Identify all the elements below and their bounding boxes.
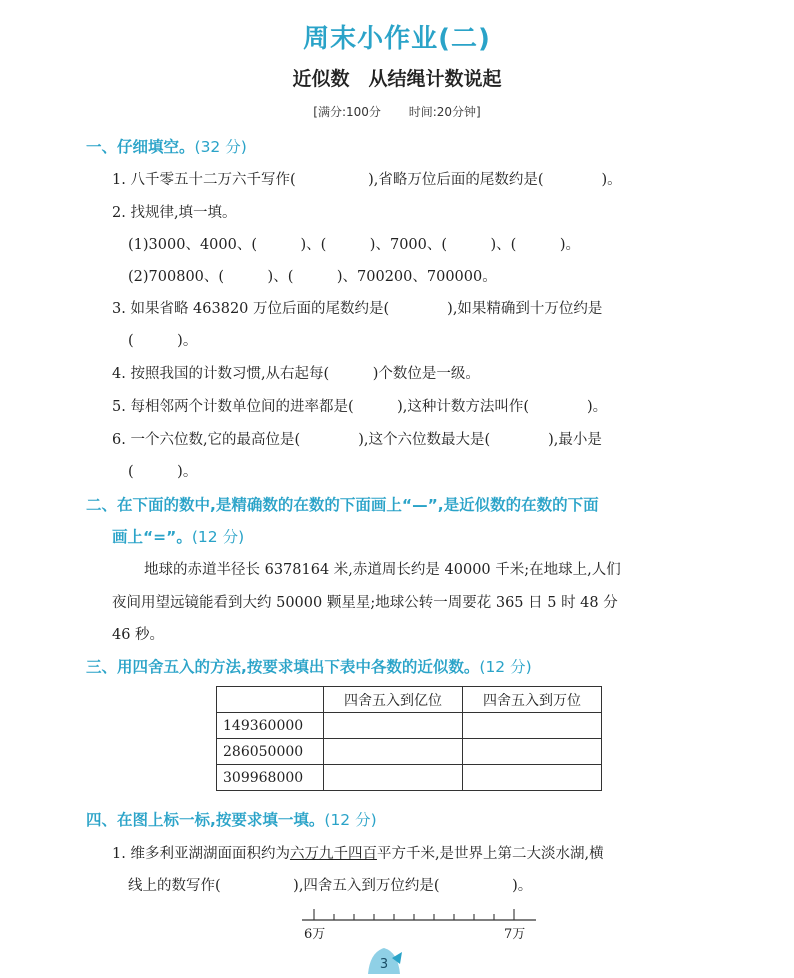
section-2-paragraph-line-2: 夜间用望远镜能看到大约 50000 颗星星;地球公转一周要花 365 日 5 时 48 分 xyxy=(112,595,618,611)
rounding-table xyxy=(216,686,602,791)
scale-right-label: 7万 xyxy=(504,927,526,942)
score-time-info xyxy=(0,103,794,120)
page-title: 周末小作业(二) xyxy=(303,24,491,54)
page-subtitle: 近似数 从结绳计数说起 xyxy=(292,68,502,90)
table-cell-answer[interactable] xyxy=(324,713,463,739)
full-score: [满分:100分 xyxy=(313,105,381,119)
number-line-svg xyxy=(300,905,540,943)
question-1-3-cont: ( )。 xyxy=(128,333,198,349)
section-4-heading: 四、在图上标一标,按要求填一填。(12 分) xyxy=(86,811,377,829)
table-header-cell: 四舍五入到亿位 xyxy=(324,687,463,713)
table-cell-number: 286050000 xyxy=(217,739,324,765)
scale-left-label: 6万 xyxy=(304,927,326,942)
section-1-heading: 一、仔细填空。(32 分) xyxy=(86,138,247,156)
question-1-2-1: (1)3000、4000、( )、( )、7000、( )、( )。 xyxy=(128,237,580,253)
table-cell-answer[interactable] xyxy=(324,765,463,791)
question-1-2: 2. 找规律,填一填。 xyxy=(112,205,237,221)
section-2-heading-cont: 画上“=”。(12 分) xyxy=(112,528,245,546)
table-row xyxy=(217,765,602,791)
page-number: 3 xyxy=(379,957,389,972)
question-1-6-cont: ( )。 xyxy=(128,464,198,480)
time-limit: 时间:20分钟] xyxy=(408,105,481,119)
section-2-heading: 二、在下面的数中,是精确数的在数的下面画上“—”,是近似数的在数的下面 xyxy=(86,496,599,514)
question-1-3: 3. 如果省略 463820 万位后面的尾数约是( ),如果精确到十万位约是 xyxy=(112,301,603,317)
section-2-paragraph-line-3: 46 秒。 xyxy=(112,627,165,643)
table-header-cell xyxy=(217,687,324,713)
number-line[interactable] xyxy=(300,905,540,947)
table-cell-number: 309968000 xyxy=(217,765,324,791)
question-1-2-2: (2)700800、( )、( )、700200、700000。 xyxy=(128,269,497,285)
table-cell-answer[interactable] xyxy=(324,739,463,765)
table-cell-answer[interactable] xyxy=(463,765,602,791)
question-1-1: 1. 八千零五十二万六千写作( ),省略万位后面的尾数约是( )。 xyxy=(112,172,622,188)
table-header-row xyxy=(217,687,602,713)
table-cell-number: 149360000 xyxy=(217,713,324,739)
section-2-paragraph-line-1: 地球的赤道半径长 6378164 米,赤道周长约是 40000 千米;在地球上,人们 xyxy=(144,562,621,578)
table-cell-answer[interactable] xyxy=(463,739,602,765)
table-row xyxy=(217,739,602,765)
table-cell-answer[interactable] xyxy=(463,713,602,739)
underlined-number: 六万九千四百 xyxy=(289,846,377,862)
question-1-4: 4. 按照我国的计数习惯,从右起每( )个数位是一级。 xyxy=(112,366,480,382)
question-1-5: 5. 每相邻两个计数单位间的进率都是( ),这种计数方法叫作( )。 xyxy=(112,399,608,415)
question-4-1-cont: 线上的数写作( ),四舍五入到万位约是( )。 xyxy=(128,878,533,894)
section-3-heading: 三、用四舍五入的方法,按要求填出下表中各数的近似数。(12 分) xyxy=(86,658,532,676)
page-number-badge xyxy=(364,944,404,974)
question-4-1: 1. 维多利亚湖湖面面积约为六万九千四百平方千米,是世界上第二大淡水湖,横 xyxy=(112,846,604,862)
table-row xyxy=(217,713,602,739)
question-1-6: 6. 一个六位数,它的最高位是( ),这个六位数最大是( ),最小是 xyxy=(112,432,602,448)
table-header-cell: 四舍五入到万位 xyxy=(463,687,602,713)
